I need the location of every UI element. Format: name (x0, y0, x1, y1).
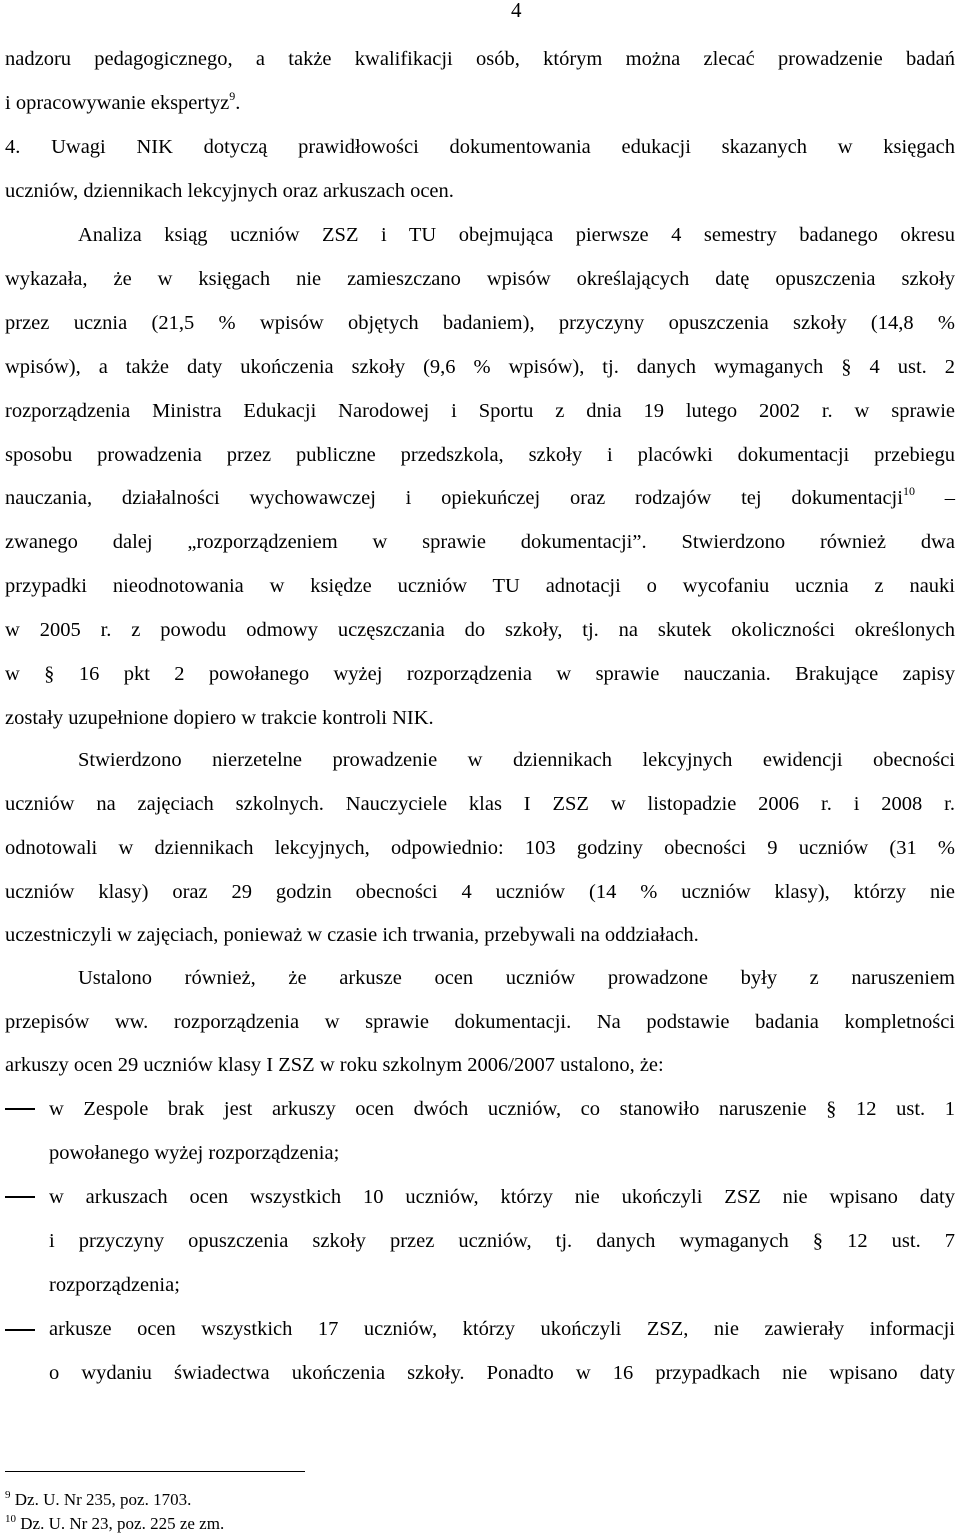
list-item-line: i przyczyny opuszczenia szkoły przez uczniów, tj. danych wymaganych § 12 ust. 7 (49, 1230, 955, 1252)
body-line: w 2005 r. z powodu odmowy uczęszczania do szkoły, tj. na skutek okoliczności określonych (5, 619, 955, 641)
body-line (5, 483, 955, 513)
body-line: Stwierdzono nierzetelne prowadzenie w dziennikach lekcyjnych ewidencji obecności (78, 749, 955, 771)
body-line: wpisów), a także daty ukończenia szkoły (9,6 % wpisów), tj. danych wymaganych § 4 ust. 2 (5, 356, 955, 378)
list-item-line: arkusze ocen wszystkich 17 uczniów, którzy ukończyli ZSZ, nie zawierały informacji (49, 1318, 955, 1340)
body-line: Ustalono również, że arkusze ocen uczniów prowadzone były z naruszeniem (78, 967, 955, 989)
body-line: Analiza ksiąg uczniów ZSZ i TU obejmująca pierwsze 4 semestry badanego okresu (78, 224, 955, 246)
body-line: nadzoru pedagogicznego, a także kwalifikacji osób, którym można zlecać prowadzenie badań (5, 48, 955, 70)
section-heading: 4. Uwagi NIK dotyczą prawidłowości dokumentowania edukacji skazanych w księgach (5, 136, 955, 158)
footnote-separator (5, 1471, 305, 1472)
body-line-tail: . (235, 92, 241, 114)
list-dash (5, 1329, 35, 1331)
body-line: odnotowali w dziennikach lekcyjnych, odpowiednio: 103 godziny obecności 9 uczniów (31 % (5, 837, 955, 859)
body-line: przypadki nieodnotowania w księdze uczniów TU adnotacji o wycofaniu ucznia z nauki (5, 575, 955, 597)
list-item-line: powołanego wyżej rozporządzenia; (49, 1142, 340, 1164)
page-number: 4 (511, 0, 522, 22)
footnote-number: 9 (5, 1489, 11, 1501)
footnote-text: Dz. U. Nr 235, poz. 1703. (14, 1490, 192, 1509)
body-line: w § 16 pkt 2 powołanego wyżej rozporządzenia w sprawie nauczania. Brakujące zapisy (5, 663, 955, 685)
list-item-line: w Zespole brak jest arkuszy ocen dwóch uczniów, co stanowiło naruszenie § 12 ust. 1 (49, 1098, 955, 1120)
body-line: wykazała, że w księgach nie zamieszczano wpisów określających datę opuszczenia szkoły (5, 268, 955, 290)
body-line: przez ucznia (21,5 % wpisów objętych badaniem), przyczyny opuszczenia szkoły (14,8 % (5, 312, 955, 334)
list-item-line: o wydaniu świadectwa ukończenia szkoły. Ponadto w 16 przypadkach nie wpisano daty (49, 1362, 955, 1384)
footnote (5, 1490, 191, 1510)
body-line: rozporządzenia Ministra Edukacji Narodowej i Sportu z dnia 19 lutego 2002 r. w sprawie (5, 400, 955, 422)
footnote-text: Dz. U. Nr 23, poz. 225 ze zm. (20, 1514, 225, 1533)
body-line-text: nauczania, działalności wychowawczej i opiekuńczej oraz rodzajów tej dokumentacji (5, 487, 903, 509)
list-item-line: w arkuszach ocen wszystkich 10 uczniów, którzy nie ukończyli ZSZ nie wpisano daty (49, 1186, 955, 1208)
footnote (5, 1514, 224, 1534)
list-dash (5, 1108, 35, 1110)
section-heading: uczniów, dziennikach lekcyjnych oraz arkuszach ocen. (5, 180, 454, 202)
body-line: uczniów klasy) oraz 29 godzin obecności 4 uczniów (14 % uczniów klasy), którzy nie (5, 881, 955, 903)
body-line: przepisów ww. rozporządzenia w sprawie dokumentacji. Na podstawie badania kompletności (5, 1011, 955, 1033)
footnote-number: 10 (5, 1513, 16, 1525)
body-line: zostały uzupełnione dopiero w trakcie kontroli NIK. (5, 707, 434, 729)
list-dash (5, 1196, 35, 1198)
body-line: sposobu prowadzenia przez publiczne przedszkola, szkoły i placówki dokumentacji przebiegu (5, 444, 955, 466)
body-line: uczniów na zajęciach szkolnych. Nauczyciele klas I ZSZ w listopadzie 2006 r. i 2008 r. (5, 793, 955, 815)
body-line (5, 88, 955, 118)
footnote-ref-9: 9 (229, 89, 236, 103)
body-line: arkuszy ocen 29 uczniów klasy I ZSZ w roku szkolnym 2006/2007 ustalono, że: (5, 1054, 664, 1076)
body-line: zwanego dalej „rozporządzeniem w sprawie dokumentacji”. Stwierdzono również dwa (5, 531, 955, 553)
body-line-text: i opracowywanie ekspertyz (5, 92, 230, 114)
list-item-line: rozporządzenia; (49, 1274, 180, 1296)
footnote-ref-10: 10 (902, 484, 915, 498)
body-line-tail: – (944, 487, 955, 509)
body-line: uczestniczyli w zajęciach, ponieważ w czasie ich trwania, przebywali na oddziałach. (5, 924, 699, 946)
